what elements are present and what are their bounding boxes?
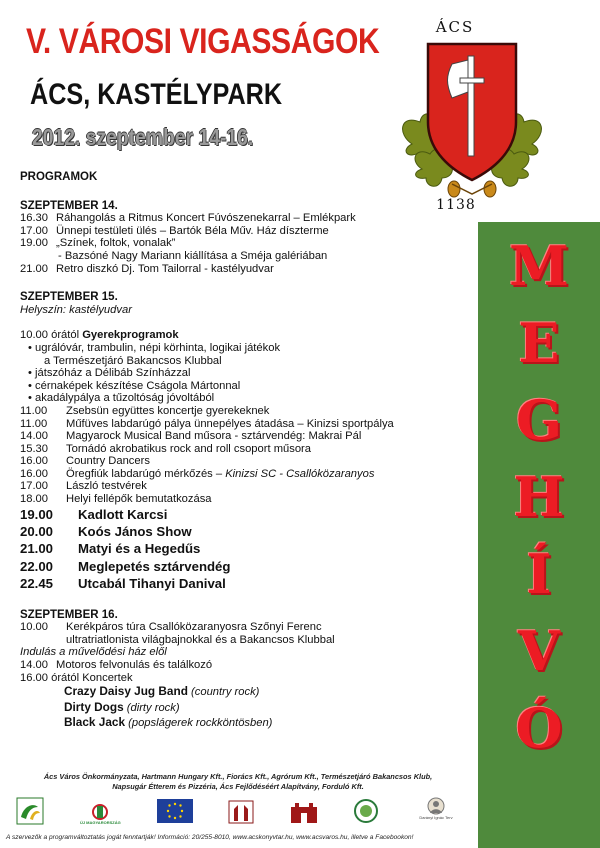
crest-year: 1138: [436, 197, 476, 213]
day2-title: SZEPTEMBER 15.: [20, 291, 118, 304]
list-item: 14.00 Motoros felvonulás és találkozó: [20, 659, 213, 672]
daranyi-portrait-icon: [427, 797, 445, 815]
item-time: 19.00: [20, 237, 48, 250]
list-item: 17.00 László testvérek: [20, 480, 147, 493]
invite-letter: Í: [526, 542, 552, 606]
uj-magyarorszag-logo: [77, 797, 123, 825]
band-item: Dirty Dogs (dirty rock): [64, 699, 180, 714]
kids-program-heading: [20, 329, 480, 342]
item-subtext: Indulás a művelődési ház elől: [20, 646, 167, 659]
leader-logo-icon: [16, 797, 44, 825]
sponsor-logos: [16, 796, 460, 826]
item-text: Retro diszkó Dj. Tom Tailorral - kastélyudvar: [56, 262, 274, 275]
uj-magyarorszag-logo-text: ÚJ MAGYARORSZÁG: [79, 820, 121, 825]
item-subtext: ultratriatlonista világbajnokkal és a Bakancsos Klubbal: [66, 633, 335, 646]
day3-title: SZEPTEMBER 16.: [20, 608, 118, 621]
footer-note: A szervezők a programváltoztatás jogát fenntartják! Információ: 20/255-8010, www.acskonyvtar.hu, www.acsvaros.hu, illetve a Facebookon!: [6, 834, 414, 841]
crest-town-name: ÁCS: [435, 18, 475, 36]
list-item: • akadálypálya a tűzoltóság jóvoltából: [28, 392, 215, 405]
list-item: 16.00 Öregfiúk labdarúgó mérkőzés – Kinizsi SC - Csallóközaranyos: [20, 467, 375, 480]
tower-logo-icon: [226, 797, 256, 825]
castle-logo-icon: [289, 797, 319, 825]
invite-letter: H: [513, 465, 565, 529]
item-time: 21.00: [20, 262, 48, 275]
daranyi-logo-text: Darányi Ignác Terv: [419, 815, 453, 820]
list-item: [20, 237, 480, 250]
list-item: 18.00 Helyi fellépők bemutatkozása: [20, 493, 212, 506]
list-item: 16.00 Country Dancers: [20, 455, 150, 468]
day1-title: SZEPTEMBER 14.: [20, 199, 118, 212]
list-item: 11.00 Műfüves labdarúgó pálya ünnepélyes átadása – Kinizsi sportpálya: [20, 417, 394, 430]
list-item: [20, 212, 480, 225]
invite-letter: E: [518, 311, 560, 375]
sponsors-text: Ács Város Önkormányzata, Hartmann Hungary Kft., Fiorács Kft., Agrórum Kft., Természetjáró Bakancsos Klub, Napsugár Étterem és Pizzéria, Ács Fejlődéséért Alapítvány, Forduló Kft.: [43, 772, 433, 791]
list-item: 15.30 Tornádó akrobatikus rock and roll csoport műsora: [20, 442, 311, 455]
invite-letter: G: [515, 388, 563, 452]
item-text: Gyerekprogramok: [82, 329, 179, 342]
item-time: 16.30: [20, 212, 48, 225]
day2-location: Helyszín: kastélyudvar: [20, 303, 132, 316]
invite-vertical-word: [478, 228, 600, 767]
item-time: 10.00 órától: [20, 329, 80, 342]
evening-item: 22.00 Meglepetés sztárvendég: [20, 558, 231, 574]
uj-magyarorszag-logo-icon: [88, 804, 112, 820]
invite-letter: M: [509, 234, 569, 298]
list-item: 14.00 Magyarock Musical Band műsora - sztárvendég: Makrai Pál: [20, 430, 362, 443]
list-item: 11.00 Zsebsün együttes koncertje gyerekeknek: [20, 404, 270, 417]
program-list: [20, 168, 480, 731]
item-text: „Színek, foltok, vonalak”: [56, 237, 176, 250]
item-text: Ráhangolás a Ritmus Koncert Fúvószenekarral – Emlékpark: [56, 212, 356, 225]
list-item: [20, 225, 480, 238]
daranyi-logo: [412, 797, 460, 825]
invite-letter: Ó: [515, 696, 563, 760]
list-item: 16.00 órától Koncertek: [20, 671, 133, 684]
item-time: 17.00: [20, 224, 48, 237]
dates-title: 2012. szeptember 14-16.: [32, 124, 254, 150]
list-item: • játszóház a Délibáb Színházzal: [28, 367, 191, 380]
evening-item: 22.45 Utcabál Tihanyi Danival: [20, 576, 226, 592]
festival-title: V. VÁROSI VIGASSÁGOK: [26, 22, 380, 61]
evening-item: 21.00 Matyi és a Hegedűs: [20, 541, 201, 557]
band-item: Black Jack (popslágerek rockköntösben): [64, 715, 273, 730]
evening-item: 19.00 Kadlott Karcsi: [20, 506, 168, 522]
venue-title: ÁCS, KASTÉLYPARK: [30, 78, 283, 111]
evening-item: 20.00 Koós János Show: [20, 524, 192, 540]
round-seal-icon: [353, 798, 379, 824]
item-text: Ünnepi testületi ülés – Bartók Béla Műv. Ház díszterme: [56, 224, 329, 237]
list-item: • ugrálóvár, trambulin, népi körhinta, logikai játékok: [28, 341, 281, 354]
item-subtext: - Bazsóné Nagy Mariann kiállítása a Sméja galériában: [58, 249, 328, 262]
band-item: Crazy Daisy Jug Band (country rock): [64, 684, 260, 699]
list-item: [20, 263, 480, 276]
list-item: 10.00 Kerékpáros túra Csallóközaranyosra Szőnyi Ferenc: [20, 621, 322, 634]
invite-letter: V: [518, 619, 560, 683]
program-heading: PROGRAMOK: [20, 171, 98, 183]
item-subtext: a Természetjáró Bakancsos Klubbal: [44, 354, 222, 367]
list-item: • cérnaképek készítése Cságola Mártonnal: [28, 379, 241, 392]
eu-flag-icon: [157, 799, 193, 823]
